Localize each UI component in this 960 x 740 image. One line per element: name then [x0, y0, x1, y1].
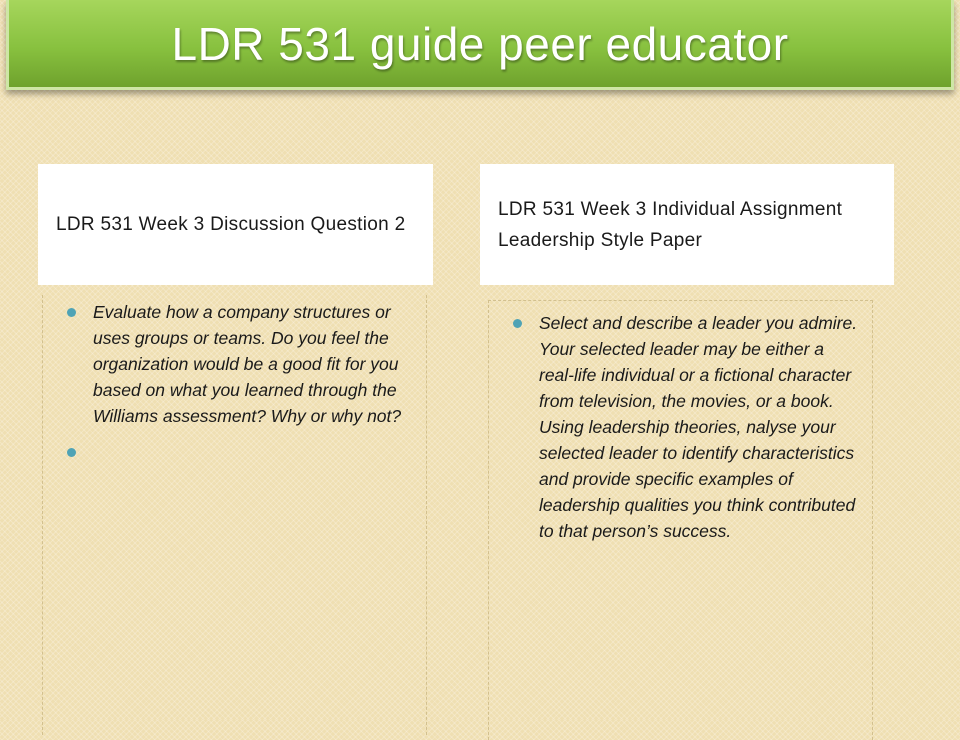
left-bullet-list	[43, 295, 426, 465]
title-banner	[6, 0, 954, 90]
right-column-heading: LDR 531 Week 3 Individual Assignment Leadership Style Paper	[498, 198, 843, 251]
bullet-icon	[67, 448, 76, 457]
right-column-content	[488, 300, 873, 740]
left-column-heading-box	[38, 164, 433, 285]
bullet-icon	[513, 319, 522, 328]
bullet-text: Evaluate how a company structures or uses groups or teams. Do you feel the organization would be a good fit for you based on what you learned through the Williams assessment? Why or why not?	[93, 302, 402, 426]
left-column-content	[42, 295, 427, 735]
list-item	[43, 439, 426, 465]
bullet-icon	[67, 308, 76, 317]
left-column-heading: LDR 531 Week 3 Discussion Question 2	[56, 214, 406, 235]
right-bullet-list	[489, 301, 872, 544]
right-column-heading-box	[480, 164, 894, 285]
list-item	[489, 310, 872, 544]
list-item	[43, 299, 426, 429]
bullet-text: Select and describe a leader you admire. Your selected leader may be either a real-life individual or a fictional character from television, the movies, or a book. Using leadership theories, nalyse your selected leader to identify characteristics and provide specific examples of leadership qualities you think contributed to that person’s success.	[539, 313, 858, 541]
slide-title: LDR 531 guide peer educator	[171, 17, 789, 70]
